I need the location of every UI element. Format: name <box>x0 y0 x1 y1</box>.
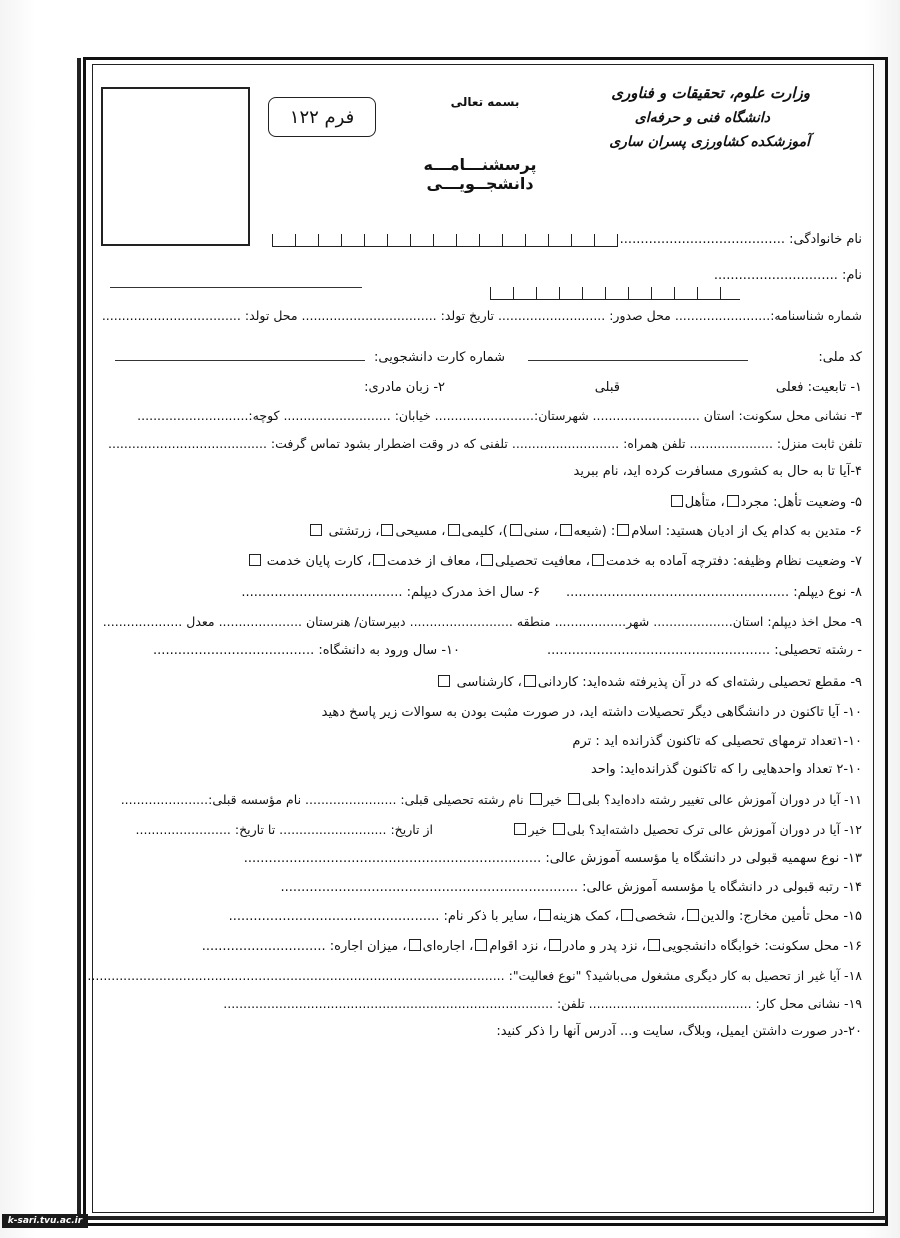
university-name: دانشگاه فنی و حرفه‌ای <box>634 110 770 126</box>
q10-1-terms: ۱-۱۰تعداد ترمهای تحصیلی که تاکنون گذرانده اید : ترم <box>572 734 862 749</box>
married-checkbox[interactable] <box>671 495 683 507</box>
q3-address: ۳- نشانی محل سکونت: استان ........................... شهرستان:......................... خیابان: ........................... کوچه:............................ <box>137 408 862 423</box>
name-signature-line <box>110 287 362 288</box>
q15-label: ۱۵- محل تأمین مخارج: والدین <box>700 909 862 924</box>
shia-checkbox[interactable] <box>560 524 572 536</box>
q11-no-label: خیر <box>543 792 566 807</box>
exempt-checkbox[interactable] <box>373 554 385 566</box>
q18-employment: ۱۸- آیا غیر از تحصیل به کار دیگری مشغول می‌باشید؟ "نوع فعالیت": ......................................................................................................... <box>87 968 862 983</box>
family-name-field: نام خانوادگی: ........................................ <box>619 232 862 247</box>
q1-previous: قبلی <box>594 380 620 395</box>
zoroastrian-label: ، زرتشتی <box>328 524 380 539</box>
degree-label: ۹- مقطع تحصیلی رشته‌ای که در آن پذیرفته شده‌اید: کاردانی <box>537 675 862 690</box>
q12-no-label: خیر <box>528 822 551 837</box>
q13-quota: ۱۳- نوع سهمیه قبولی در دانشگاه یا مؤسسه آموزش عالی: ........................................................................ <box>243 851 862 866</box>
sunni-checkbox[interactable] <box>510 524 522 536</box>
site-watermark: k-sari.tvu.ac.ir <box>2 1214 88 1228</box>
q10-previous-study: ۱۰- آیا تاکنون در دانشگاهی دیگر تحصیلات داشته اید، در صورت مثبت بودن به سوالات زیر پاسخ دهید <box>321 705 862 720</box>
college-name: آموزشکده کشاورزی پسران ساری <box>609 134 810 150</box>
study-exempt-label: ، معافیت تحصیلی <box>495 554 590 569</box>
q12-yes-checkbox[interactable] <box>553 823 565 835</box>
q10-2-units: ۲-۱۰ تعداد واحدهایی را که تاکنون گذرانده‌اید: واحد <box>590 762 862 777</box>
grant-checkbox[interactable] <box>539 909 551 921</box>
dorm-checkbox[interactable] <box>648 939 660 951</box>
q16-residence <box>100 937 862 957</box>
sunni-label: ، سنی <box>523 524 558 539</box>
relatives-label: ، نزد اقوام <box>489 939 547 954</box>
q11-no-checkbox[interactable] <box>530 793 542 805</box>
q5-married-label: ، متأهل <box>684 495 725 510</box>
personal-checkbox[interactable] <box>621 909 633 921</box>
q20-online-presence: ۲۰-در صورت داشتن ایمیل، وبلاگ، سایت و... آدرس آنها را ذکر کنید: <box>496 1024 862 1039</box>
rental-checkbox[interactable] <box>409 939 421 951</box>
q19-work-address: ۱۹- نشانی محل کار: ......................................... تلفن: ................................................................................... <box>223 996 862 1011</box>
bachelor-label: ، کارشناسی <box>456 675 522 690</box>
rent-amount-label: ، میزان اجاره: .............................. <box>201 939 407 954</box>
q2-mother-tongue: ۲- زبان مادری: <box>364 380 445 395</box>
q12-dropout <box>100 820 862 840</box>
q7-military <box>100 552 862 572</box>
family-name-boxes[interactable] <box>272 234 618 247</box>
phone-line: تلفن ثابت منزل: ..................... تلفن همراه: ........................... تلفنی که در وقت اضطرار بشود تماس گرفت: ........................................ <box>108 436 862 451</box>
shia-label: : (شیعه <box>573 524 616 539</box>
christian-label: ، مسیحی <box>395 524 446 539</box>
rental-label: ، اجاره‌ای <box>422 939 474 954</box>
q11-label: ۱۱- آیا در دوران آموزش عالی تغییر رشته داده‌اید؟ بلی <box>581 792 862 807</box>
other-label: ، سایر با ذکر نام: ................................................... <box>228 909 537 924</box>
major-field: - رشته تحصیلی: ...................................................... <box>546 643 862 658</box>
national-code-line <box>528 360 748 361</box>
service-card-label: ، کارت پایان خدمت <box>266 554 372 569</box>
q9-diploma-place: ۹- محل اخذ دیپلم: استان.................... شهر.................. منطقه .......................... دبیرستان/ هنرستان ..................... معدل .................... <box>102 614 862 629</box>
diploma-year: ۶- سال اخذ مدرک دیپلم: ....................................... <box>241 585 540 600</box>
q1-citizenship: ۱- تابعیت: فعلی <box>775 380 862 395</box>
entry-year-field: ۱۰- سال ورود به دانشگاه: ....................................... <box>153 643 460 658</box>
name-field: نام: .............................. <box>713 268 862 283</box>
relatives-checkbox[interactable] <box>475 939 487 951</box>
bismillah: بسمه تعالی <box>450 95 520 109</box>
single-checkbox[interactable] <box>727 495 739 507</box>
zoroastrian-checkbox[interactable] <box>310 524 322 536</box>
with-parents-label: ، نزد پدر و مادر <box>562 939 646 954</box>
with-parents-checkbox[interactable] <box>549 939 561 951</box>
frame-bottom-edge <box>80 1216 886 1220</box>
jewish-checkbox[interactable] <box>448 524 460 536</box>
q12-label: ۱۲- آیا در دوران آموزش عالی ترک تحصیل داشته‌اید؟ بلی <box>566 822 862 837</box>
q12-no-checkbox[interactable] <box>514 823 526 835</box>
q16-label: ۱۶- محل سکونت: خوابگاه دانشجویی <box>661 939 862 954</box>
frame-left-edge <box>77 58 81 1218</box>
student-card-label: شماره کارت دانشجویی: <box>374 350 505 365</box>
q5-marital <box>100 493 862 513</box>
q9b-degree-level <box>100 673 862 693</box>
q14-rank: ۱۴- رتبه قبولی در دانشگاه یا مؤسسه آموزش عالی: ........................................................................ <box>280 880 862 895</box>
personal-label: ، شخصی <box>634 909 685 924</box>
student-card-line <box>115 360 365 361</box>
form-number-badge: فرم ۱۲۲ <box>268 97 376 137</box>
q11-yes-checkbox[interactable] <box>568 793 580 805</box>
christian-checkbox[interactable] <box>381 524 393 536</box>
id-info-line: شماره شناسنامه:........................ محل صدور: ........................... تاریخ تولد: .................................. محل تولد: ................................... <box>101 308 862 323</box>
q5-label: ۵- وضعیت تأهل: مجرد <box>740 495 862 510</box>
islam-checkbox[interactable] <box>617 524 629 536</box>
institution-header <box>570 84 810 158</box>
national-code-label: کد ملی: <box>818 350 862 365</box>
page-title: پرسشنـــامـــه دانشجــویـــی <box>423 155 537 193</box>
q7-label: ۷- وضعیت نظام وظیفه: دفترچه آماده به خدمت <box>605 554 862 569</box>
service-card-checkbox[interactable] <box>249 554 261 566</box>
grant-label: ، کمک هزینه <box>552 909 619 924</box>
ready-service-checkbox[interactable] <box>592 554 604 566</box>
associate-checkbox[interactable] <box>524 675 536 687</box>
bachelor-checkbox[interactable] <box>438 675 450 687</box>
q6-religion <box>100 522 862 542</box>
exempt-label: ، معاف از خدمت <box>387 554 480 569</box>
name-boxes[interactable] <box>490 287 740 300</box>
ministry-name: وزارت علوم، تحقیقات و فناوری <box>611 84 810 102</box>
q11-major-change <box>100 790 862 810</box>
q6-label: ۶- متدین به کدام یک از ادیان هستید: اسلام <box>631 524 862 539</box>
photo-box <box>101 87 250 246</box>
q4-travel: ۴-آیا تا به حال به کشوری مسافرت کرده اید، نام ببرید <box>573 464 862 479</box>
q8-diploma-type: ۸- نوع دیپلم: ...................................................... <box>566 585 862 600</box>
study-exempt-checkbox[interactable] <box>481 554 493 566</box>
q12-dates: از تاریخ: ........................... تا تاریخ: ........................ <box>135 822 434 837</box>
q15-expenses <box>100 907 862 927</box>
q11-previous-major: نام رشته تحصیلی قبلی: ....................... نام مؤسسه قبلی:...................... <box>120 792 524 807</box>
parents-checkbox[interactable] <box>687 909 699 921</box>
jewish-label: )، کلیمی <box>461 524 508 539</box>
